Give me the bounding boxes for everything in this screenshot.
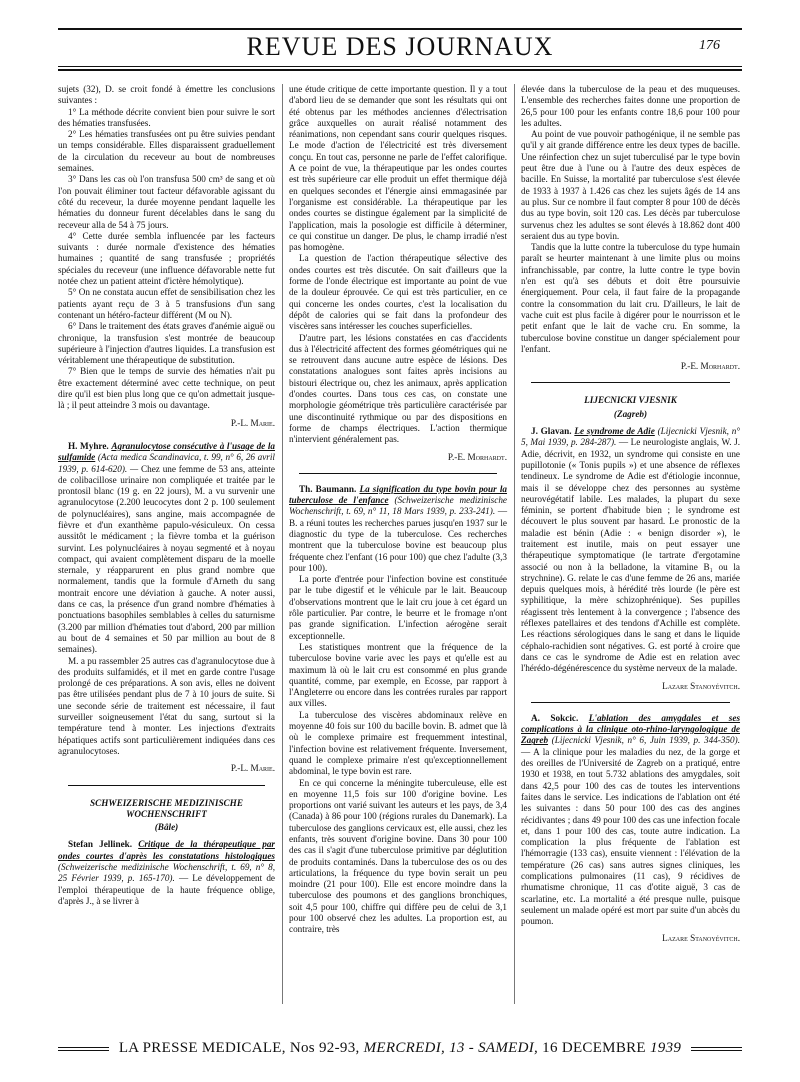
- paragraph: 5° On ne constata aucun effet de sensibilisation chez les patients ayant reçu de 3 à 5 transfusions d'un sang contenant un hétéro-facteur différent (M ou N).: [58, 287, 275, 320]
- article-title: Le syndrome de Adie: [574, 426, 655, 437]
- article-text: — A la clinique pour les maladies du nez, de la gorge et des oreilles de l'Université de Zagreb on a pratiqué, entre 1930 et 1938, en tout 5.732 ablations des amygdales, soit dans 42,5 pour 100 des cas de toutes les interventions faites dans le service. Les indications de l'ablation ont été les suivantes : dans 50 pour 100 des cas des angines récidivantes ; dans 49 pour 100 des cas une infection focale et, dans 1 pour 100 des cas, toute autre indication. La complication la plus fréquente de l'ablation est l'hémorragie (133 cas), ensuite viennent : l'élévation de la température (26 cas) sans autres signes cliniques, les complications pulmonaires (11 cas), 9 récidives de rhumatisme chronique, 11 cas d'otite aiguë, 3 cas de scarlatine, etc. La mortalité a été presque nulle, puisque seulement un malade opéré est mort par suite d'un abcès du poumon.: [521, 746, 740, 927]
- section-divider: [531, 382, 730, 383]
- article-author: J. Glavan.: [531, 426, 572, 437]
- page-footer: [58, 1040, 742, 1057]
- paragraph: 6° Dans le traitement des états graves d'anémie aiguë ou chronique, la transfusion s'est montrée de beaucoup supérieure à l'injection d'autres liquides. La transfusion est véritablement une thérapeutique de substitution.: [58, 321, 275, 366]
- journal-place: (Zagreb): [613, 408, 648, 419]
- journal-heading: SCHWEIZERISCHE MEDIZINISCHE WOCHENSCHRIFT: [90, 797, 243, 819]
- section-divider: [299, 473, 497, 474]
- footer-date-end: 16 DECEMBRE: [542, 1040, 646, 1056]
- article-text: — Le neurologiste anglais, W. J. Adie, décrivit, en 1932, un syndrome qui consiste en une pupillotonie (« Tonis pupils ») et une absence de réflexes tendineux. Le syndrome de Adie est d'étiologie inconnue, mais il se développe chez des personnes au système neurovégétatif labile. Les malades, la plupart du sexe féminin, se portent d'habitude bien ; le syndrome est découvert le plus souvent par hasard. Le pronostic de la maladie est bénin (Adie : « benign disorder »), le traitement est inutile, mais on peut essayer une thérapeutique symptomatique (le tartrate d'ergotamine associé ou non à la belladone, la vitamine B₁ ou la strychnine). G. relate le cas d'une femme de 26 ans, mariée depuis quelques mois, à hérédité très lourde (le père est syphilitique, la mère schizophrénique). Ses pupilles réagissent très lentement à la convergence ; l'absence des réflexes patellaires et des tendons d'Achille est complète. Les réactions sérologiques dans le sang et dans le liquide céphalo-rachidien sont négatives. G. est porté à croire que dans ce cas le syndrome de Adie est en relation avec l'hérédo-dégénérescence du système nerveux de la malade.: [521, 437, 740, 674]
- review-signature: Lazare Stanoyévitch.: [662, 680, 740, 691]
- paragraph: D'autre part, les lésions constatées en cas d'accidents dus à l'électricité affectent des formes géométriques qui ne se retrouvent dans aucune autre espèce de lésions. Des constatations analogues sont faites après incisions au bistouri électrique ou, chez les animaux, après application d'ondes courtes. Dans tous ces cas, on constate une morphologie géométrique très particulière caractérisée par une discontinuité rythmique ou par des dispositions en forme de champs électriques. L'action thermique n'intervient généralement pas.: [289, 332, 507, 445]
- paragraph: 4° Cette durée sembla influencée par les facteurs suivants : durée normale d'existence des hématies humaines ; quantité de sang transfusée ; propriétés spéciales du receveur (une influence défavorable nette fut notée chez un patient atteint d'ictère hémolytique).: [58, 230, 275, 287]
- paragraph: M. a pu rassembler 25 autres cas d'agranulocytose due à des produits sulfamidés, et il met en garde contre l'usage prolongé de ces préparations. A son avis, elles ne doivent pas être utilisées pendant plus de 7 à 10 jours de suite. Si une seconde série de traitement est nécessaire, il faut surveiller soigneusement l'état du sang, surtout si la température tend à monter. Les injections d'extraits hépatiques actifs sont particulièrement indiquées dans ces agranulocytoses.: [58, 655, 275, 756]
- paragraph: 2° Les hématies transfusées ont pu être suivies pendant un temps considérable. Elles disparaissent graduellement de la circulation du receveur au bout de nombreuses semaines.: [58, 129, 275, 174]
- article-text: — B. a réuni toutes les recherches parues jusqu'en 1937 sur le diagnostic du type de la tuberculose. Ces recherches montrent que la tuberculose bovine est beaucoup plus fréquente chez l'enfant (16 pour 100) que chez l'adulte (3,3 pour 100).: [289, 506, 508, 573]
- column-separator: [282, 84, 283, 1004]
- review-signature: P.-E. Morhardt.: [680, 361, 740, 372]
- article-source: (Schweizerische medizinische Wochenschrift, t. 69, n° 11, 18 Mars 1939, p. 233-241).: [289, 495, 507, 517]
- article-title: La signification du type bovin pour la tuberculose de l'enfance: [289, 483, 508, 506]
- journal-heading: LIJECNICKI VJESNIK: [584, 395, 677, 406]
- paragraph: une étude critique de cette importante question. Il y a tout d'abord lieu de se demander que sont les résultats qui ont été obtenus par les méthodes anciennes d'électrisation grâce auxquelles on aurait réalisé notamment des réanimations, non cependant sans courir quelques risques. Le mode d'action de l'électricité est très diversement conçu. En tout cas, personne ne parle de l'effet calorifique. A ce point de vue, la thérapeutique par les ondes courtes est très supérieure car elle produit un effet thermique déjà en quelques secondes et l'énergie ainsi emmagasinée par l'organisme est considérable. La thérapeutique par les ondes courtes se distingue également par la simplicité de l'application, mais la posologie est difficile à déterminer, ce qui constitue un danger. De plus, le champ irradié n'est pas homogène.: [289, 84, 507, 253]
- article-source: (Acta medica Scandinavica, t. 99, n° 6, 26 avril 1939, p. 614-620). —: [58, 452, 275, 474]
- article-author: H. Myhre.: [68, 440, 109, 451]
- paragraph: Tandis que la lutte contre la tuberculose du type humain paraît se heurter maintenant à une limite plus ou moins infranchissable, par contre, la lutte contre le type bovin n'en est qu'à ses débuts et doit être poursuivie énergiquement. Pour cela, il faut faire de la propagande contre la consommation du lait cru. D'ailleurs, le lait de vache cuit est plus facile à digérer pour le nourrisson et le petit enfant que le lait de vache cru. En somme, la tuberculose bovine constitue un danger spécialement pour l'enfant.: [521, 242, 740, 354]
- article-source: (Lijecnicki Vjesnik, n° 5, Mai 1939, p. 284-287).: [521, 426, 741, 448]
- footer-date-mid: 13 - SAMEDI,: [449, 1040, 539, 1056]
- page-number: 176: [699, 38, 720, 53]
- footer-issue: Nos 92-93,: [289, 1040, 360, 1056]
- paragraph: La tuberculose des viscères abdominaux relève en moyenne 40 fois sur 100 du bacille bovin. B. admet que là où le complexe primaire est frequemment intestinal, l'infection bovine est relativement fréquente. Inversement, quand le complexe primaire n'est qu'exceptionnellement abdominal, le type bovin est rare.: [289, 709, 507, 777]
- footer-rule-left: [58, 1047, 109, 1051]
- paragraph: 1° La méthode décrite convient bien pour suivre le sort des hématies transfusées.: [58, 106, 275, 128]
- paragraph: 7° Bien que le temps de survie des hématies n'ait pu être exactement déterminé avec cette technique, on peut dire qu'il est bien plus long que ce qu'on admettait jusque-là ; il peut atteindre 3 mois ou davantage.: [58, 366, 275, 411]
- article-abstract: [521, 426, 740, 675]
- column-3: [521, 84, 740, 945]
- article-abstract: [58, 441, 275, 656]
- footer-text: [119, 1040, 681, 1057]
- paragraph: 3° Dans les cas où l'on transfusa 500 cm³ de sang et où l'on pouvait éliminer tout facteur défavorable agissant du côté du receveur, la durée moyenne pendant laquelle les hématies du donneur furent décelables dans le sang du receveur alla de 54 à 75 jours.: [58, 174, 275, 230]
- paragraph: Au point de vue pouvoir pathogénique, il ne semble pas qu'il y ait grande différence entre les deux types de bacille. Une réinfection chez un sujet tuberculisé par le type bovin peut être due à l'une ou à l'autre des deux espèces de bacille. En Suisse, la mortalité par tuberculose s'est élevée de 1933 à 1937 à 1.426 cas chez les sujets âgés de 14 ans au plus. Sur ce nombre il faut compter 8 pour 100 de décès dus au type bovin, soit 120 cas. Les décès par tuberculose survenus chez les adultes se sont élevés à 18.862 dont 400 seraient dus au type bovin.: [521, 129, 740, 241]
- header-bottom-rule: [58, 66, 742, 67]
- article-text: Chez une femme de 53 ans, atteinte de colibacillose urinaire non compliquée et traitée par le prontosil blanc (19 g. en 22 jours), M. a vu survenir une agranulocytose (2.200 leucocytes dont 2 p. 100 seulement de polynucléaires), sans angine, mais accompagnée de fièvre et d'un exanthème papulo-vésiculeux. On cessa aussitôt le médicament ; la fièvre tomba et la guérison survint. Les polynucléaires à noyau segmenté et à noyau compact, qui avaient complètement disparu de la moelle sternale, y réapparurent en plus grand nombre que normalement, tandis que la formule d'Arneth du sang montrait encore une déviation à gauche. A noter aussi, dans ce cas, la présence d'un grand nombre d'hématies à ponctuations basophiles semblables à celles du saturnisme (3.200 par million d'hématies tout d'abord, 200 par million au bout de 4 semaines et 50 par million au bout de 8 semaines).: [58, 463, 276, 655]
- article-text: — Le développement de l'emploi thérapeutique de la haute fréquence oblige, d'après J., à se livrer à: [58, 873, 275, 906]
- article-abstract: [58, 839, 275, 907]
- journal-place: (Bâle): [154, 822, 179, 833]
- paragraph: La question de l'action thérapeutique sélective des ondes courtes est très discutée. On sait d'ailleurs que la forme de l'onde électrique est importante au point de vue de la douleur éprouvée. Ce qui est très particulier, en ce qui concerne les ondes courtes, c'est la localisation du dépôt de calories qui se fait dans la profondeur des viscères sans intéresser les couches superficielles.: [289, 253, 507, 332]
- article-source: (Lijecnicki Vjesnik, n° 6, Juin 1939, p. 344-350).: [551, 735, 740, 746]
- column-2: [289, 84, 507, 936]
- article-author: A. Sokcic.: [531, 712, 579, 723]
- footer-journal: LA PRESSE MEDICALE,: [118, 1040, 286, 1056]
- footer-date-prefix: MERCREDI,: [363, 1040, 446, 1056]
- header-top-rule: [58, 28, 742, 30]
- section-divider: [531, 702, 730, 703]
- article-title: Agranulocytose consécutive à l'usage de la sulfamide: [58, 440, 276, 463]
- paragraph: Les statistiques montrent que la fréquence de la tuberculose bovine varie avec les pays et qu'elle est au maximum là où le lait cru est consommé en plus grande quantité, comme, par exemple, en Ecosse, par rapport à l'Angleterre ou encore dans les contrées rurales par rapport aux villes.: [289, 641, 507, 709]
- article-abstract: [521, 713, 740, 928]
- article-source: (Schweizerische medizinische Wochenschrift, t. 69, n° 8, 25 Février 1939, p. 165-170).: [58, 862, 275, 884]
- article-author: Stefan Jellinek.: [68, 839, 133, 850]
- column-separator: [514, 84, 515, 1004]
- review-signature: P.-E. Morhardt.: [447, 451, 507, 462]
- paragraph: élevée dans la tuberculose de la peau et des muqueuses. L'ensemble des recherches faites donne une proportion de 26,5 pour 100 pour les enfants contre 18,6 pour 100 pour les adultes.: [521, 84, 740, 128]
- review-signature: P.-L. Marie.: [230, 763, 275, 774]
- header-bottom-rule-2: [58, 69, 742, 71]
- review-signature: P.-L. Marie.: [230, 417, 275, 428]
- review-signature: Lazare Stanoyévitch.: [662, 933, 740, 944]
- footer-rule-right: [691, 1047, 742, 1051]
- article-title: Critique de la thérapeutique par ondes courtes d'après les constatations histologiques: [58, 839, 275, 861]
- paragraph: La porte d'entrée pour l'infection bovine est constituée par le tube digestif et le véhicule par le lait. Beaucoup d'observations montrent que le lait cru joue à cet égard un rôle particulier. Par contre, le beurre et le fromage n'ont pas grande signification. L'infection aérogène serait exceptionnelle.: [289, 574, 507, 641]
- article-title: L'ablation des amygdales et ses complications à la clinique oto-rhino-laryngologique de Zagreb: [521, 712, 741, 746]
- section-divider: [68, 785, 265, 786]
- journal-section-title: REVUE DES JOURNAUX: [246, 32, 554, 61]
- column-1: [58, 84, 275, 907]
- paragraph: sujets (32), D. se croit fondé à émettre les conclusions suivantes :: [58, 84, 275, 106]
- paragraph: En ce qui concerne la méningite tuberculeuse, elle est en moyenne 11,5 fois sur 100 d'origine bovine. Les proportions ont varié suivant les auteurs et les pays, de 3,4 (Canada) à 86 pour 100 (régions rurales du Danemark). La tuberculose des ganglions cervicaux est, elle aussi, chez les enfants, très souvent d'origine bovine. Dans 30 pour 100 des cas il s'agit d'une tuberculose primitive par déglutition de produits contaminés. Dans la tuberculose des os ou des articulations, la fréquence du type bovin serait un peu moindre (21 pour 100). Elle est encore moindre dans la tuberculose des poumons et des ganglions bronchiques, soit 4,5 pour 100, chiffre qui diffère peu de celui de 3,1 pour 100 observé chez les adultes. La proportion est, au contraire, très: [289, 777, 507, 935]
- footer-year: 1939: [649, 1040, 682, 1056]
- article-abstract: [289, 484, 507, 574]
- article-author: Th. Baumann.: [299, 483, 357, 494]
